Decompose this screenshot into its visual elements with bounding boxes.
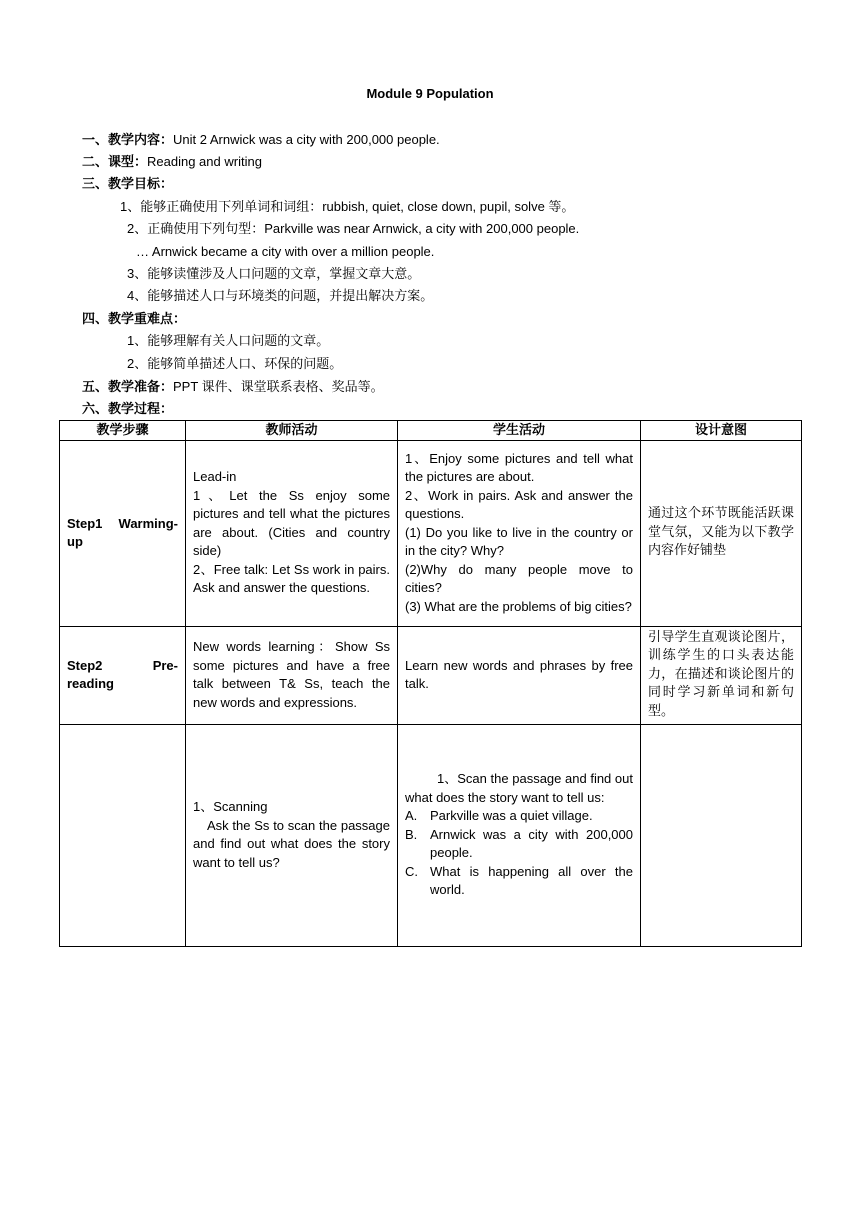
section-preparation-text: PPT 课件、课堂联系表格、奖品等。 bbox=[173, 379, 384, 394]
design-intent-cell: 引导学生直观谈论图片，训练学生的口头表达能力，在描述和谈论图片的同时学习新单词和新句型。 bbox=[641, 626, 802, 724]
teacher-activity-line: Lead-in bbox=[193, 469, 237, 485]
objective-item: … Arnwick became a city with over a million people. bbox=[136, 244, 435, 259]
answer-option-text: Arnwick was a city with 200,000 people. bbox=[430, 826, 633, 861]
section-objectives-label: 三、教学目标： bbox=[82, 176, 174, 191]
answer-option bbox=[405, 807, 633, 826]
table-header: 教学步骤 bbox=[60, 421, 186, 441]
student-activity-intro: 1、Scan the passage and find out what does the story want to tell us: bbox=[405, 771, 633, 805]
step-cell: Step1 Warming-up bbox=[60, 440, 186, 626]
table-header: 教师活动 bbox=[186, 421, 398, 441]
teacher-activity-cell bbox=[186, 724, 398, 946]
table-header: 学生活动 bbox=[398, 421, 641, 441]
answer-option bbox=[405, 826, 633, 863]
objective-item: 2、正确使用下列句型：Parkville was near Arnwick, a city with 200,000 people. bbox=[127, 221, 580, 236]
section-content-label: 一、教学内容： bbox=[82, 132, 174, 147]
teacher-activity-line: 2、Free talk: Let Ss work in pairs. Ask and answer the questions. bbox=[193, 561, 390, 596]
answer-option-text: Parkville was a quiet village. bbox=[430, 808, 593, 824]
answer-option-text: What is happening all over the world. bbox=[430, 863, 633, 898]
design-intent-cell: 通过这个环节既能活跃课堂气氛，又能为以下教学内容作好铺垫 bbox=[641, 440, 802, 626]
section-process-label: 六、教学过程： bbox=[82, 401, 174, 416]
objective-item: 1、能够正确使用下列单词和词组：rubbish, quiet, close down, pupil, solve 等。 bbox=[120, 199, 575, 214]
section-content bbox=[82, 132, 440, 148]
student-activity-line: 2、Work in pairs. Ask and answer the questions. bbox=[405, 487, 633, 522]
student-activity-line: (3) What are the problems of big cities? bbox=[405, 598, 632, 614]
teacher-activity-line: New words learning：Show Ss some pictures and have a free talk between T& Ss, teach the new words and expressions. bbox=[193, 639, 390, 710]
table-row bbox=[60, 440, 802, 626]
student-activity-line: Learn new words and phrases by free talk. bbox=[405, 657, 633, 691]
table-row bbox=[60, 626, 802, 724]
section-type-label: 二、课型： bbox=[82, 154, 148, 169]
answer-option bbox=[405, 863, 633, 900]
answer-option-letter: A. bbox=[405, 808, 418, 824]
teacher-activity-cell bbox=[186, 440, 398, 626]
table-row bbox=[60, 724, 802, 946]
key-point-item: 2、能够简单描述人口、环保的问题。 bbox=[127, 356, 343, 371]
step-cell: Step2 Pre-reading bbox=[60, 626, 186, 724]
teacher-activity-cell bbox=[186, 626, 398, 724]
teacher-activity-line: 1、Let the Ss enjoy some pictures and tell what the pictures are about. (Cities and country side) bbox=[193, 487, 390, 559]
table-header: 设计意图 bbox=[641, 421, 802, 441]
student-activity-cell bbox=[398, 440, 641, 626]
key-point-item: 1、能够理解有关人口问题的文章。 bbox=[127, 333, 330, 348]
step-cell bbox=[60, 724, 186, 946]
student-activity-line: (1) Do you like to live in the country or in the city? Why? bbox=[405, 524, 633, 559]
table-header-row bbox=[60, 421, 802, 441]
student-activity-cell bbox=[398, 626, 641, 724]
teaching-process-table bbox=[59, 420, 802, 947]
student-activity-line: (2)Why do many people move to cities? bbox=[405, 561, 633, 596]
teacher-activity-line: Ask the Ss to scan the passage and find out what does the story want to tell us? bbox=[193, 817, 390, 870]
objective-item: 4、能够描述人口与环境类的问题，并提出解决方案。 bbox=[127, 288, 434, 303]
section-key-points-label: 四、教学重难点： bbox=[82, 311, 187, 326]
section-type bbox=[82, 154, 262, 170]
section-type-text: Reading and writing bbox=[147, 154, 262, 169]
design-intent-cell bbox=[641, 724, 802, 946]
answer-options-list bbox=[405, 807, 633, 900]
teacher-activity-line: 1、Scanning bbox=[193, 799, 268, 814]
student-activity-line: 1、Enjoy some pictures and tell what the pictures are about. bbox=[405, 450, 633, 485]
student-activity-cell bbox=[398, 724, 641, 946]
answer-option-letter: C. bbox=[405, 863, 418, 879]
objective-item: 3、能够读懂涉及人口问题的文章，掌握文章大意。 bbox=[127, 266, 421, 281]
section-preparation-label: 五、教学准备： bbox=[82, 379, 174, 394]
answer-option-letter: B. bbox=[405, 826, 418, 842]
section-content-text: Unit 2 Arnwick was a city with 200,000 people. bbox=[173, 132, 440, 147]
section-preparation bbox=[82, 379, 384, 395]
page-title: Module 9 Population bbox=[366, 86, 494, 101]
